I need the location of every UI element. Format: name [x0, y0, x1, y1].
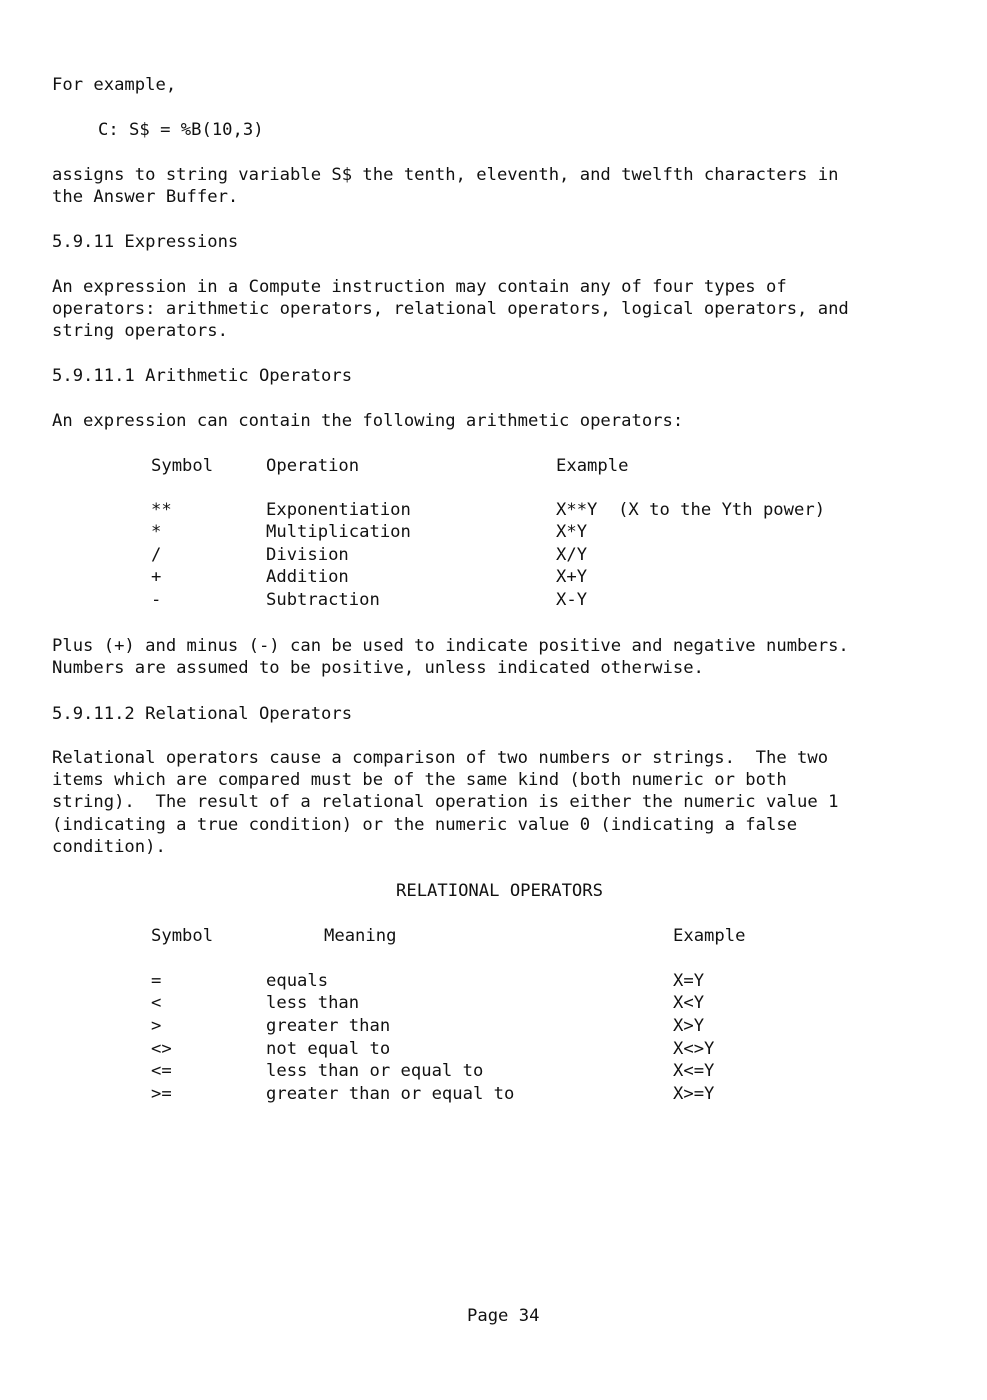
relational-example: X<=Y: [673, 1061, 715, 1081]
paragraph-line: operators: arithmetic operators, relational operators, logical operators, and: [52, 299, 849, 319]
relational-example: X>Y: [673, 1016, 705, 1036]
arithmetic-symbol: -: [151, 590, 162, 610]
relational-example: X<>Y: [673, 1039, 715, 1059]
table-title: RELATIONAL OPERATORS: [396, 881, 603, 901]
relational-meaning: not equal to: [266, 1039, 391, 1059]
code-example: C: S$ = %B(10,3): [98, 120, 264, 140]
paragraph-line: An expression in a Compute instruction may contain any of four types of: [52, 277, 787, 297]
relational-example: X>=Y: [673, 1084, 715, 1104]
paragraph-line: string operators.: [52, 321, 228, 341]
paragraph-line: Relational operators cause a comparison of two numbers or strings. The two: [52, 748, 829, 768]
relational-meaning: greater than or equal to: [266, 1084, 515, 1104]
arithmetic-symbol: *: [151, 522, 162, 542]
section-heading-relational: 5.9.11.2 Relational Operators: [52, 704, 353, 724]
arithmetic-example: X*Y: [556, 522, 588, 542]
relational-header-example: Example: [673, 926, 746, 946]
relational-symbol: >=: [151, 1084, 172, 1104]
paragraph-line: the Answer Buffer.: [52, 187, 239, 207]
arithmetic-symbol: /: [151, 545, 162, 565]
paragraph-line: (indicating a true condition) or the numeric value 0 (indicating a false: [52, 815, 798, 835]
arithmetic-example: X**Y (X to the Yth power): [556, 500, 826, 520]
arithmetic-header-symbol: Symbol: [151, 456, 214, 476]
section-heading-expressions: 5.9.11 Expressions: [52, 232, 239, 252]
paragraph-line: Numbers are assumed to be positive, unless indicated otherwise.: [52, 658, 704, 678]
arithmetic-example: X-Y: [556, 590, 588, 610]
relational-header-symbol: Symbol: [151, 926, 214, 946]
arithmetic-header-operation: Operation: [266, 456, 360, 476]
arithmetic-operation: Exponentiation: [266, 500, 411, 520]
arithmetic-example: X+Y: [556, 567, 588, 587]
arithmetic-operation: Subtraction: [266, 590, 380, 610]
arithmetic-example: X/Y: [556, 545, 588, 565]
relational-meaning: less than: [266, 993, 360, 1013]
paragraph-line: Plus (+) and minus (-) can be used to indicate positive and negative numbers.: [52, 636, 849, 656]
arithmetic-symbol: +: [151, 567, 162, 587]
paragraph-line: assigns to string variable S$ the tenth, eleventh, and twelfth characters in: [52, 165, 839, 185]
relational-example: X=Y: [673, 971, 705, 991]
paragraph-line: An expression can contain the following arithmetic operators:: [52, 411, 684, 431]
paragraph-line: string). The result of a relational operation is either the numeric value 1: [52, 792, 839, 812]
arithmetic-symbol: **: [151, 500, 172, 520]
relational-header-meaning: Meaning: [324, 926, 397, 946]
intro-lead: For example,: [52, 75, 177, 95]
relational-example: X<Y: [673, 993, 705, 1013]
arithmetic-operation: Division: [266, 545, 349, 565]
paragraph-line: items which are compared must be of the same kind (both numeric or both: [52, 770, 787, 790]
page-number: Page 34: [467, 1306, 540, 1326]
arithmetic-operation: Multiplication: [266, 522, 411, 542]
relational-symbol: =: [151, 971, 162, 991]
relational-meaning: greater than: [266, 1016, 391, 1036]
relational-symbol: <>: [151, 1039, 172, 1059]
relational-symbol: >: [151, 1016, 162, 1036]
section-heading-arithmetic: 5.9.11.1 Arithmetic Operators: [52, 366, 353, 386]
arithmetic-header-example: Example: [556, 456, 629, 476]
relational-symbol: <: [151, 993, 162, 1013]
relational-meaning: less than or equal to: [266, 1061, 484, 1081]
paragraph-line: condition).: [52, 837, 166, 857]
arithmetic-operation: Addition: [266, 567, 349, 587]
relational-meaning: equals: [266, 971, 329, 991]
relational-symbol: <=: [151, 1061, 172, 1081]
